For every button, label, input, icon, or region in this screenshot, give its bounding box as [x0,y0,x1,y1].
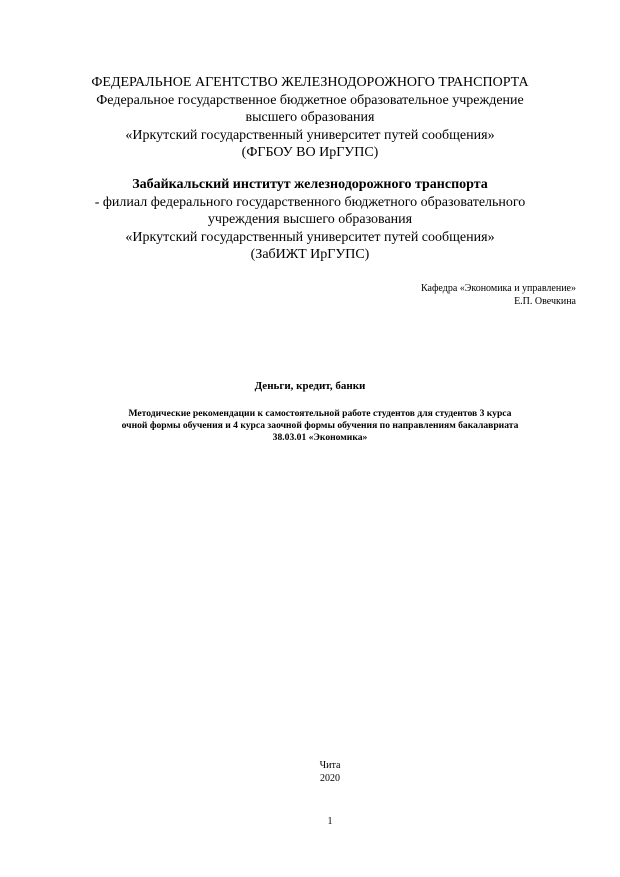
description-line: Методические рекомендации к самостоятельной работе студентов для студентов 3 курса [128,408,512,419]
institute-line: - филиал федерального государственного бюджетного образовательного [94,194,526,210]
department-name: Кафедра «Экономика и управление» [420,283,576,294]
page-number: 1 [327,816,333,827]
document-title: Деньги, кредит, банки [254,380,366,392]
description-line: 38.03.01 «Экономика» [272,432,368,443]
institute-line: (ЗабИЖТ ИрГУПС) [250,247,370,262]
institute-name: Забайкальский институт железнодорожного транспорта [132,177,488,192]
description-line: очной формы обучения и 4 курса заочной формы обучения по направлениям бакалавриата [121,420,519,431]
department-block [421,282,576,308]
institute-header [60,176,560,264]
institute-line: «Иркутский государственный университет путей сообщения» [125,229,495,245]
publication-info [0,759,620,785]
header-line: высшего образования [245,110,375,125]
header-line: Федеральное государственное бюджетное образовательное учреждение [96,92,524,108]
city: Чита [319,760,341,771]
header-line: ФЕДЕРАЛЬНОЕ АГЕНТСТВО ЖЕЛЕЗНОДОРОЖНОГО ТРАНСПОРТА [91,75,529,90]
year: 2020 [320,773,340,784]
header-line: (ФГБОУ ВО ИрГУПС) [241,145,379,160]
document-description [60,408,580,444]
agency-header [60,74,560,162]
author-name: Е.П. Овечкина [514,296,576,307]
institute-line: учреждения высшего образования [207,212,413,227]
header-line: «Иркутский государственный университет путей сообщения» [125,127,495,143]
